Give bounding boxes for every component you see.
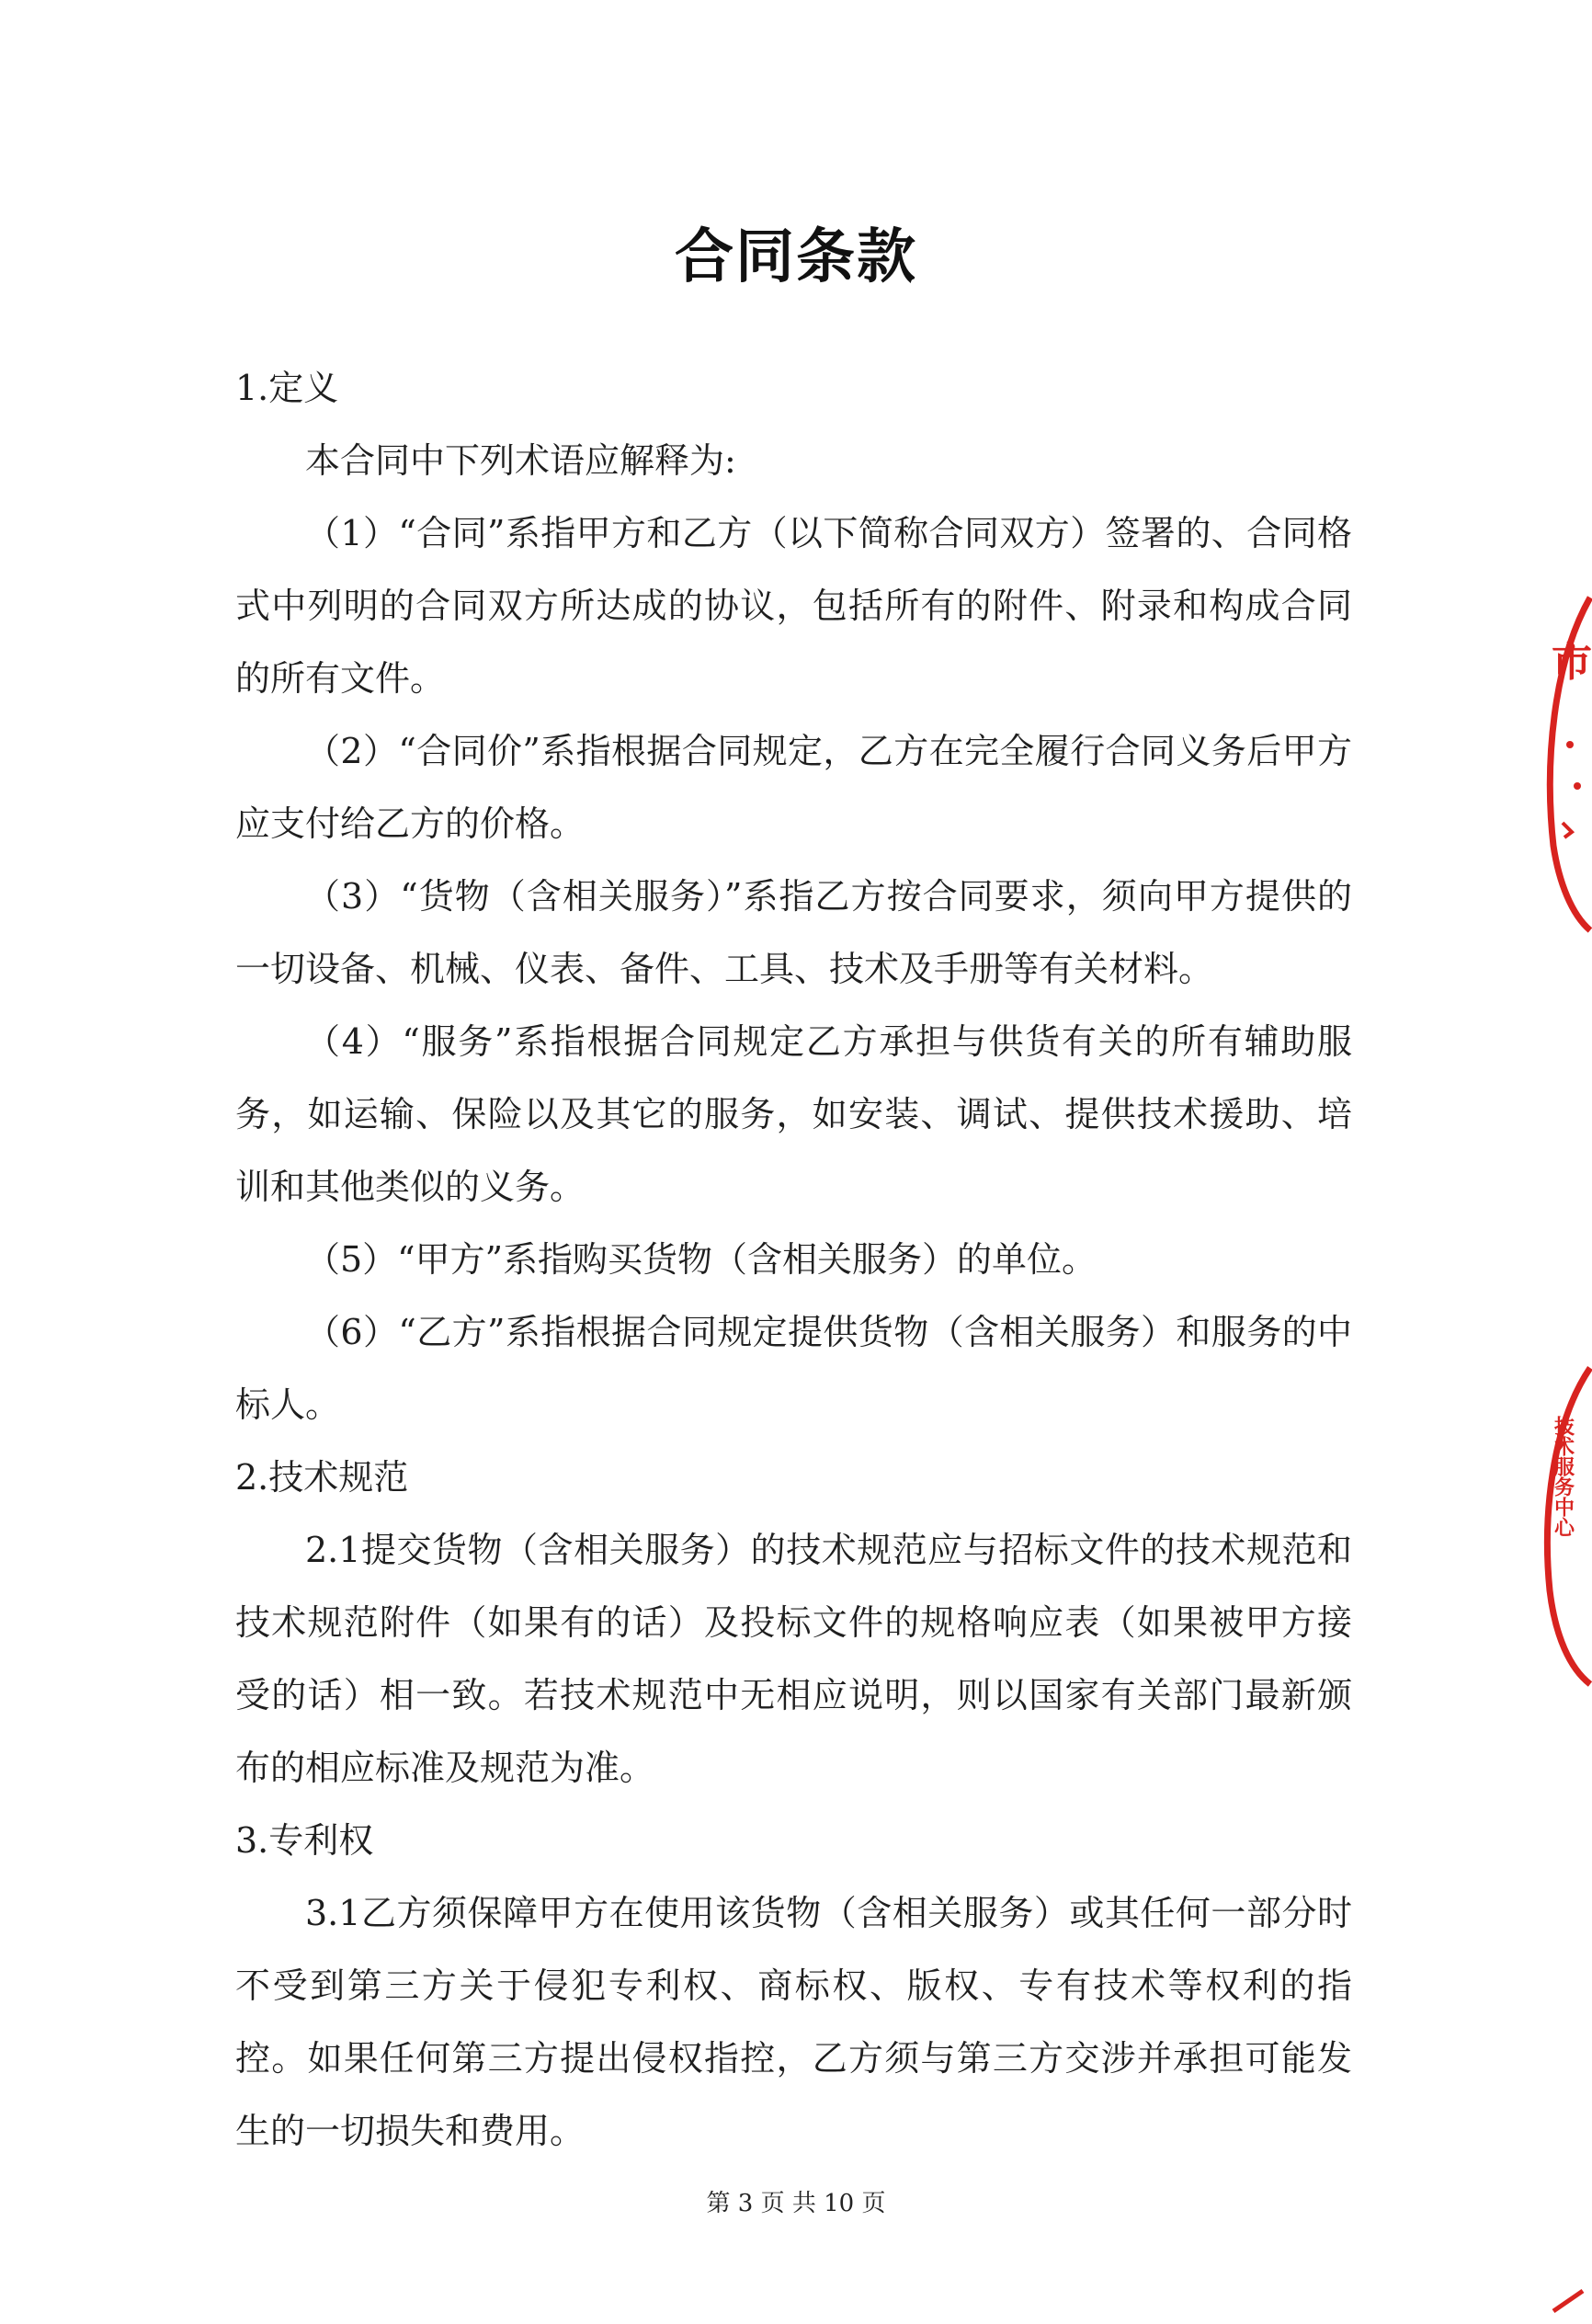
section-heading-patent: 3.专利权 — [235, 1820, 374, 1861]
seal-arc-upper-icon — [1526, 588, 1592, 938]
document-body — [235, 352, 1352, 2168]
paragraph-patent-3-1: 3.1乙方须保障甲方在使用该货物（含相关服务）或其任何一部分时不受到第三方关于侵犯专利权、商标权、版权、专有技术等权利的指控。如果任何第三方提出侵权指控，乙方须与第三方交涉并承担可能发生的一切损失和费用。 — [235, 1893, 1352, 2151]
document-title: 合同条款 — [675, 223, 917, 291]
seal-corner-mark-icon — [1550, 2287, 1586, 2318]
paragraph-def-3: （3）“货物（含相关服务）”系指乙方按合同要求，须向甲方提供的一切设备、机械、仪表、备件、工具、技术及手册等有关材料。 — [235, 876, 1352, 989]
paragraph-tech-spec-2-1: 2.1提交货物（含相关服务）的技术规范应与招标文件的技术规范和技术规范附件（如果有的话）及投标文件的规格响应表（如果被甲方接受的话）相一致。若技术规范中无相应说明，则以国家有关部门最新颁布的相应标准及规范为准。 — [235, 1530, 1352, 1788]
paragraph-def-1: （1）“合同”系指甲方和乙方（以下简称合同双方）签署的、合同格式中列明的合同双方所达成的协议，包括所有的附件、附录和构成合同的所有文件。 — [235, 513, 1352, 699]
paragraph-def-5: （5）“甲方”系指购买货物（含相关服务）的单位。 — [305, 1239, 1097, 1280]
page-number: 第 3 页 共 10 页 — [706, 2190, 886, 2217]
seal-arc-lower-icon — [1526, 1361, 1592, 1692]
seal-fragment-upper — [1526, 588, 1592, 938]
seal-fragment-lower — [1526, 1361, 1592, 1692]
section-heading-definitions: 1.定义 — [235, 368, 339, 408]
paragraph-def-4: （4）“服务”系指根据合同规定乙方承担与供货有关的所有辅助服务，如运输、保险以及其它的服务，如安装、调试、提供技术援助、培训和其他类似的义务。 — [235, 1021, 1352, 1207]
paragraph-def-2: （2）“合同价”系指根据合同规定，乙方在完全履行合同义务后甲方应支付给乙方的价格。 — [235, 731, 1352, 844]
paragraph-def-6: （6）“乙方”系指根据合同规定提供货物（含相关服务）和服务的中标人。 — [235, 1312, 1352, 1425]
seal-upper-char: 市 — [1552, 639, 1592, 686]
section-heading-tech-spec: 2.技术规范 — [235, 1457, 409, 1498]
seal-lower-text: 技术服务中心 — [1551, 1416, 1575, 1537]
paragraph-intro: 本合同中下列术语应解释为: — [305, 440, 736, 481]
